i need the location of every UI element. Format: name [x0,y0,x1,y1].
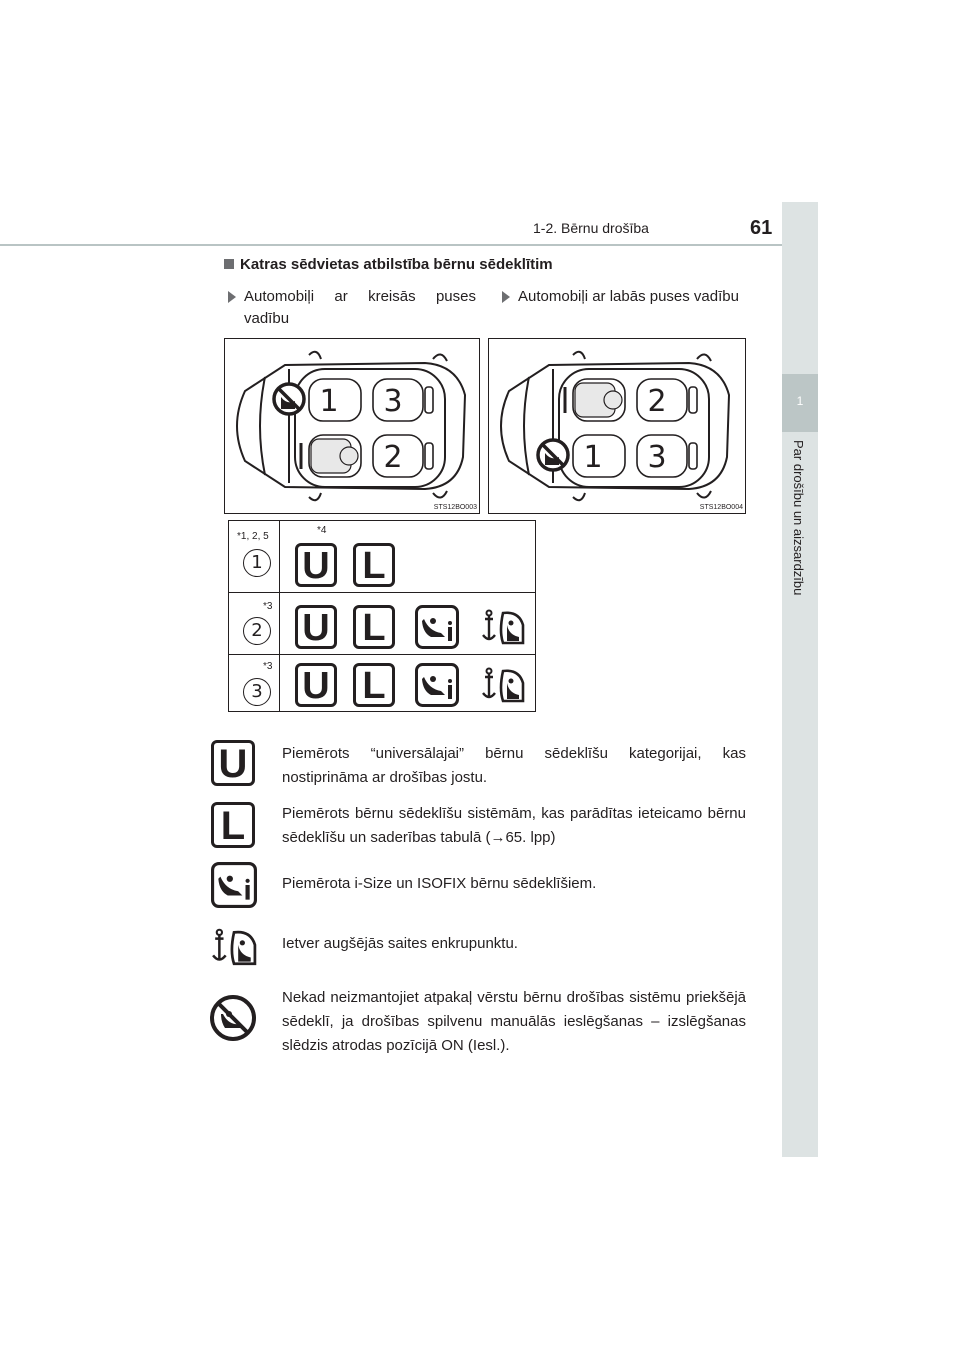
table-row-divider [229,592,535,593]
isofix-l-icon: L [353,605,395,649]
side-tab-title: Par drošību un aizsardzību [791,440,806,596]
seat-number: 2 [243,617,271,645]
subheading-right-text: Automobiļi ar labās puses vadību [518,288,739,305]
square-bullet-icon [224,259,234,269]
icon-note: *4 [317,525,327,536]
header-divider [0,244,782,246]
page-number: 61 [750,217,773,239]
legend-text-isofix: Piemērots bērnu sēdeklīšu sistēmām, kas parādītas ieteicamo bērnu sēdeklīšu un saderības tabulā (→65. lpp) [282,805,746,846]
legend-top-tether-anchor-icon [208,924,260,970]
subheading-left-hand-drive [226,286,476,330]
legend-no-rear-facing-icon [209,994,257,1042]
section-heading-text: Katras sēdvietas atbilstība bērnu sēdeklītim [240,256,553,273]
car-diagram-right-hand-drive [488,338,746,514]
car-diagram-left-hand-drive [224,338,480,514]
figure-code: STS12BO004 [699,504,743,511]
legend-isofix-l-icon: L [211,802,255,848]
seat-label: 3 [383,384,403,419]
seat-compatibility-table [228,520,536,712]
legend-universal-u-icon: U [211,740,255,786]
i-size-icon [415,663,459,707]
car-top-view-right [489,339,745,513]
i-size-icon [415,605,459,649]
section-heading [224,256,553,273]
universal-u-icon: U [295,543,337,587]
seat-label: 2 [383,440,403,475]
no-rear-facing-icon [274,384,304,414]
isofix-l-icon: L [353,543,395,587]
subheading-right-hand-drive [500,286,746,308]
legend-text-no-rear-facing: Nekad neizmantojiet atpakaļ vērstu bērnu drošības sistēmu priekšējā sēdeklī, ja drošības spilvenu manuālās ieslēgšanas – izslēgšanas slēdzis atrodas pozīcijā ON (Iesl.). [282,989,746,1054]
seat-label: 1 [319,384,339,419]
universal-u-icon: U [295,663,337,707]
legend-text-i-size: Piemērota i-Size un ISOFIX bērnu sēdeklīšiem. [282,875,597,892]
triangle-bullet-icon [502,291,510,303]
row-note: *3 [263,601,273,612]
seat-number: 1 [243,549,271,577]
seat-label: 2 [647,384,667,419]
legend-i-size-icon [211,862,257,908]
seat-number: 3 [243,678,271,706]
isofix-l-icon: L [353,663,395,707]
legend-text-universal: Piemērots “universālajai” bērnu sēdeklīšu kategorijai, kas nostiprināma ar drošības jostu. [282,745,746,786]
figure-code: STS12BO003 [433,504,477,511]
row-note: *3 [263,661,273,672]
header-section-title: 1-2. Bērnu drošība [533,220,649,236]
legend-text-top-tether: Ietver augšējās saites enkrupunktu. [282,935,518,952]
triangle-bullet-icon [228,291,236,303]
side-tab-chapter-number: 1 [796,394,804,408]
row-note: *1, 2, 5 [237,531,269,542]
top-tether-anchor-icon [479,605,527,649]
seat-label: 1 [583,440,603,475]
table-column-divider [279,521,280,711]
universal-u-icon: U [295,605,337,649]
no-rear-facing-icon [538,440,568,470]
table-row-divider [229,654,535,655]
side-tab-bar [782,202,818,1157]
subheading-left-text: Automobiļi ar kreisās puses vadību [244,288,476,327]
seat-label: 3 [647,440,667,475]
car-top-view-left [225,339,479,513]
top-tether-anchor-icon [479,663,527,707]
